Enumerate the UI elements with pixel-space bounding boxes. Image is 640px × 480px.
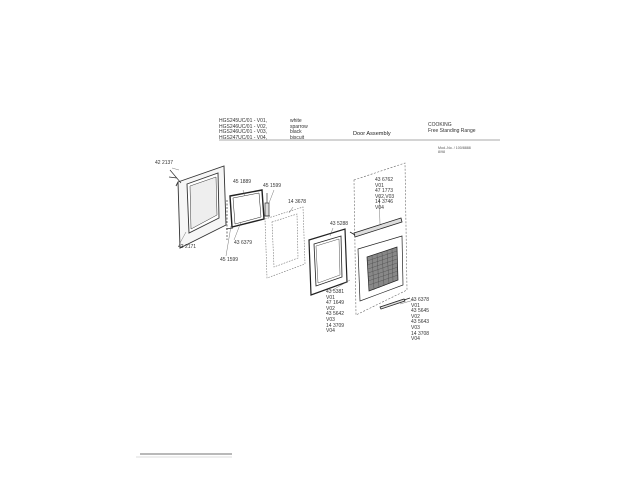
part-435381-line: 47 1649 [326, 300, 345, 307]
bottom-trim [380, 298, 410, 309]
door-handle [350, 218, 402, 237]
screw-part [169, 170, 181, 183]
color-v03: black [290, 129, 302, 136]
part-436378-line: V04 [411, 336, 420, 343]
part-422171: 42 2171 [178, 244, 197, 250]
part-422137: 42 2137 [155, 160, 174, 166]
part-451889: 45 1889 [233, 179, 252, 185]
part-436762-line: 47 1773 [375, 188, 394, 195]
color-v04: biscuit [290, 134, 305, 141]
part-436762-line: V02,V03 [375, 193, 395, 200]
part-451599-top: 45 1599 [263, 183, 282, 189]
category-label: COOKING [428, 122, 452, 128]
inner-glass-pane [230, 190, 264, 227]
model-v02: HGS246UC/01 - V02, [219, 123, 268, 130]
part-436762-group [375, 178, 394, 212]
color-v02: sparrow [290, 123, 308, 130]
part-435381-line: 43 5381 [326, 289, 345, 295]
part-436762-line: 14 3746 [375, 199, 394, 206]
part-435381-line: V04 [326, 328, 335, 335]
part-436762-line: V04 [375, 204, 384, 211]
part-435381-group [326, 290, 344, 335]
part-436378-line: V02 [411, 313, 420, 320]
part-436378-line: 43 5643 [411, 319, 430, 326]
middle-glass-panel [265, 207, 305, 278]
hinge-part [264, 193, 270, 216]
color-v01: white [290, 118, 302, 124]
model-v01: HGS245UC/01 - V01, [219, 118, 268, 124]
part-451599-bottom: 45 1599 [220, 257, 239, 263]
part-435381-line: 14 3709 [326, 322, 345, 329]
part-435381-line: V02 [326, 305, 335, 312]
part-436378-line: 43 6378 [411, 297, 430, 303]
part-436762-line: V01 [375, 182, 384, 189]
reference-line-2: 8/98 [438, 150, 445, 155]
part-435381-line: V01 [326, 294, 335, 301]
outer-door-frame [176, 166, 226, 248]
part-435288: 43 5288 [330, 221, 349, 227]
outer-door-window [358, 236, 403, 301]
part-436378-line: 14 3708 [411, 330, 430, 337]
part-436378-line: V01 [411, 302, 420, 309]
part-435381-line: V03 [326, 316, 335, 323]
part-435381-line: 43 5642 [326, 311, 345, 318]
subcategory-label: Free Standing Range [428, 127, 476, 134]
model-v04: HGS247UC/01 - V04, [219, 134, 268, 141]
part-436762-line: 43 6762 [375, 177, 394, 183]
reference-line-1: Mod.-No. / 100/8888 [438, 146, 471, 150]
assembly-title: Door Assembly [353, 131, 391, 137]
part-143678: 14 3678 [288, 199, 307, 205]
part-436378-group [411, 298, 429, 343]
part-436378-line: 43 5645 [411, 308, 430, 315]
model-v03: HGS246UC/01 - V03, [219, 129, 268, 136]
part-436378-line: V03 [411, 324, 420, 331]
part-436379: 43 6379 [234, 240, 253, 246]
